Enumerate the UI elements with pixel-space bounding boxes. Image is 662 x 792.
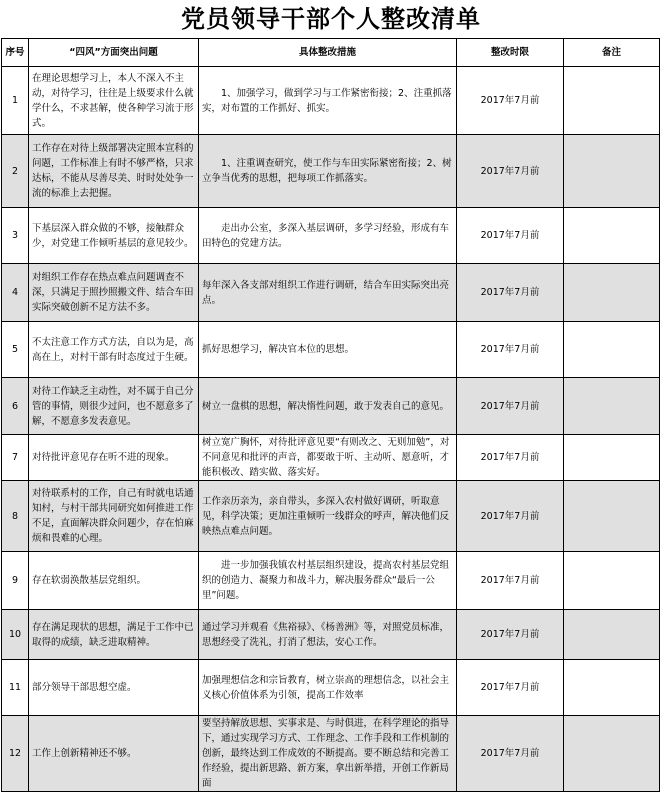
row-issue: 对待联系村的工作，自己有时就电话通知村，与村干部共同研究如何推进工作不足，直面解决群众问题少，存在怕麻烦和畏难的心理。	[29, 481, 199, 552]
table-row	[2, 716, 660, 792]
row-deadline: 2017年7月前	[457, 610, 564, 660]
row-no: 11	[2, 660, 29, 716]
page-title: 党员领导干部个人整改清单	[181, 4, 481, 33]
row-deadline: 2017年7月前	[457, 67, 564, 135]
row-no: 9	[2, 552, 29, 610]
table-row	[2, 435, 660, 481]
row-remark	[564, 481, 660, 552]
row-no: 2	[2, 135, 29, 208]
row-deadline: 2017年7月前	[457, 135, 564, 208]
header-row	[2, 39, 660, 67]
row-no: 4	[2, 264, 29, 322]
row-deadline: 2017年7月前	[457, 378, 564, 435]
row-remark	[564, 378, 660, 435]
row-no: 5	[2, 322, 29, 378]
row-no: 1	[2, 67, 29, 135]
row-issue: 对组织工作存在热点难点问题调查不深，只满足于照抄照搬文件、结合车田实际突破创新不足方法不多。	[29, 264, 199, 322]
table-row	[2, 610, 660, 660]
row-deadline: 2017年7月前	[457, 716, 564, 792]
row-no: 3	[2, 208, 29, 264]
table-row	[2, 135, 660, 208]
row-issue: 工作上创新精神还不够。	[29, 716, 199, 792]
row-measure: 要坚持解放思想、实事求是、与时俱进，在科学理论的指导下，通过实现学习方式、工作理念、工作手段和工作机制的创新，最终达到工作成效的不断提高。要不断总结和完善工作经验，提出新思路、新方案，拿出新举措，开创工作新局面	[199, 716, 457, 792]
row-measure: 1、注重调查研究，使工作与车田实际紧密衔接；2、树立争当优秀的思想，把每项工作抓落实。	[199, 135, 457, 208]
row-remark	[564, 135, 660, 208]
row-no: 7	[2, 435, 29, 481]
row-measure: 树立宽广胸怀，对待批评意见要“有则改之、无则加勉”，对不同意见和批评的声音，都要敢于听、主动听、愿意听，才能积极改、踏实做、落实好。	[199, 435, 457, 481]
row-issue: 下基层深入群众做的不够，接触群众少，对党建工作倾听基层的意见较少。	[29, 208, 199, 264]
row-remark	[564, 660, 660, 716]
row-no: 8	[2, 481, 29, 552]
row-issue: 不太注意工作方式方法，自以为是，高高在上，对村干部有时态度过于生硬。	[29, 322, 199, 378]
row-measure: 抓好思想学习，解决官本位的思想。	[199, 322, 457, 378]
row-deadline: 2017年7月前	[457, 208, 564, 264]
row-issue: 对待批评意见存在听不进的现象。	[29, 435, 199, 481]
header-remark: 备注	[564, 39, 660, 67]
row-measure: 通过学习并观看《焦裕禄》、《杨善洲》等，对照党员标准，思想经受了洗礼，打消了想法，安心工作。	[199, 610, 457, 660]
row-remark	[564, 264, 660, 322]
table-row	[2, 481, 660, 552]
row-measure: 每年深入各支部对组织工作进行调研，结合车田实际突出亮点。	[199, 264, 457, 322]
row-deadline: 2017年7月前	[457, 322, 564, 378]
row-remark	[564, 208, 660, 264]
row-measure: 树立一盘棋的思想，解决惰性问题，敢于发表自己的意见。	[199, 378, 457, 435]
row-deadline: 2017年7月前	[457, 552, 564, 610]
row-issue: 在理论思想学习上，本人不深入不主动，对待学习，往往是上级要求什么就学什么，不求甚解，使各种学习流于形式。	[29, 67, 199, 135]
row-remark	[564, 322, 660, 378]
row-no: 10	[2, 610, 29, 660]
row-measure: 工作亲历亲为，亲自带头，多深入农村做好调研，听取意见，科学决策；更加注重倾听一线群众的呼声，解决他们反映热点难点问题。	[199, 481, 457, 552]
row-remark	[564, 610, 660, 660]
table-row	[2, 660, 660, 716]
row-issue: 存在满足现状的思想，满足于工作中已取得的成绩，缺乏进取精神。	[29, 610, 199, 660]
header-measure: 具体整改措施	[199, 39, 457, 67]
row-measure: 1、加强学习，做到学习与工作紧密衔接；2、注重抓落实，对布置的工作抓好、抓实。	[199, 67, 457, 135]
header-deadline: 整改时限	[457, 39, 564, 67]
row-measure: 进一步加强我镇农村基层组织建设，提高农村基层党组织的创造力、凝聚力和战斗力，解决服务群众“最后一公里”问题。	[199, 552, 457, 610]
row-no: 6	[2, 378, 29, 435]
row-issue: 部分领导干部思想空虚。	[29, 660, 199, 716]
rectification-table	[1, 38, 660, 792]
table-row	[2, 378, 660, 435]
row-remark	[564, 716, 660, 792]
header-issue: “四风”方面突出问题	[29, 39, 199, 67]
row-remark	[564, 552, 660, 610]
row-remark	[564, 435, 660, 481]
row-deadline: 2017年7月前	[457, 481, 564, 552]
row-measure: 加强理想信念和宗旨教育，树立崇高的理想信念，以社会主义核心价值体系为引领，提高工作效率	[199, 660, 457, 716]
table-row	[2, 264, 660, 322]
row-deadline: 2017年7月前	[457, 264, 564, 322]
table-row	[2, 552, 660, 610]
table-row	[2, 322, 660, 378]
header-no: 序号	[2, 39, 29, 67]
row-issue: 存在软弱涣散基层党组织。	[29, 552, 199, 610]
row-issue: 对待工作缺乏主动性，对不属于自己分管的事情，则很少过问，也不愿意多了解，不愿意多发表意见。	[29, 378, 199, 435]
row-deadline: 2017年7月前	[457, 660, 564, 716]
row-remark	[564, 67, 660, 135]
row-issue: 工作存在对待上级部署决定照本宣科的问题，工作标准上有时不够严格，只求达标，不能从尽善尽美、时时处处争一流的标准上去把握。	[29, 135, 199, 208]
table-row	[2, 208, 660, 264]
row-no: 12	[2, 716, 29, 792]
table-row	[2, 67, 660, 135]
row-deadline: 2017年7月前	[457, 435, 564, 481]
row-measure: 走出办公室，多深入基层调研，多学习经验，形成有车田特色的党建方法。	[199, 208, 457, 264]
